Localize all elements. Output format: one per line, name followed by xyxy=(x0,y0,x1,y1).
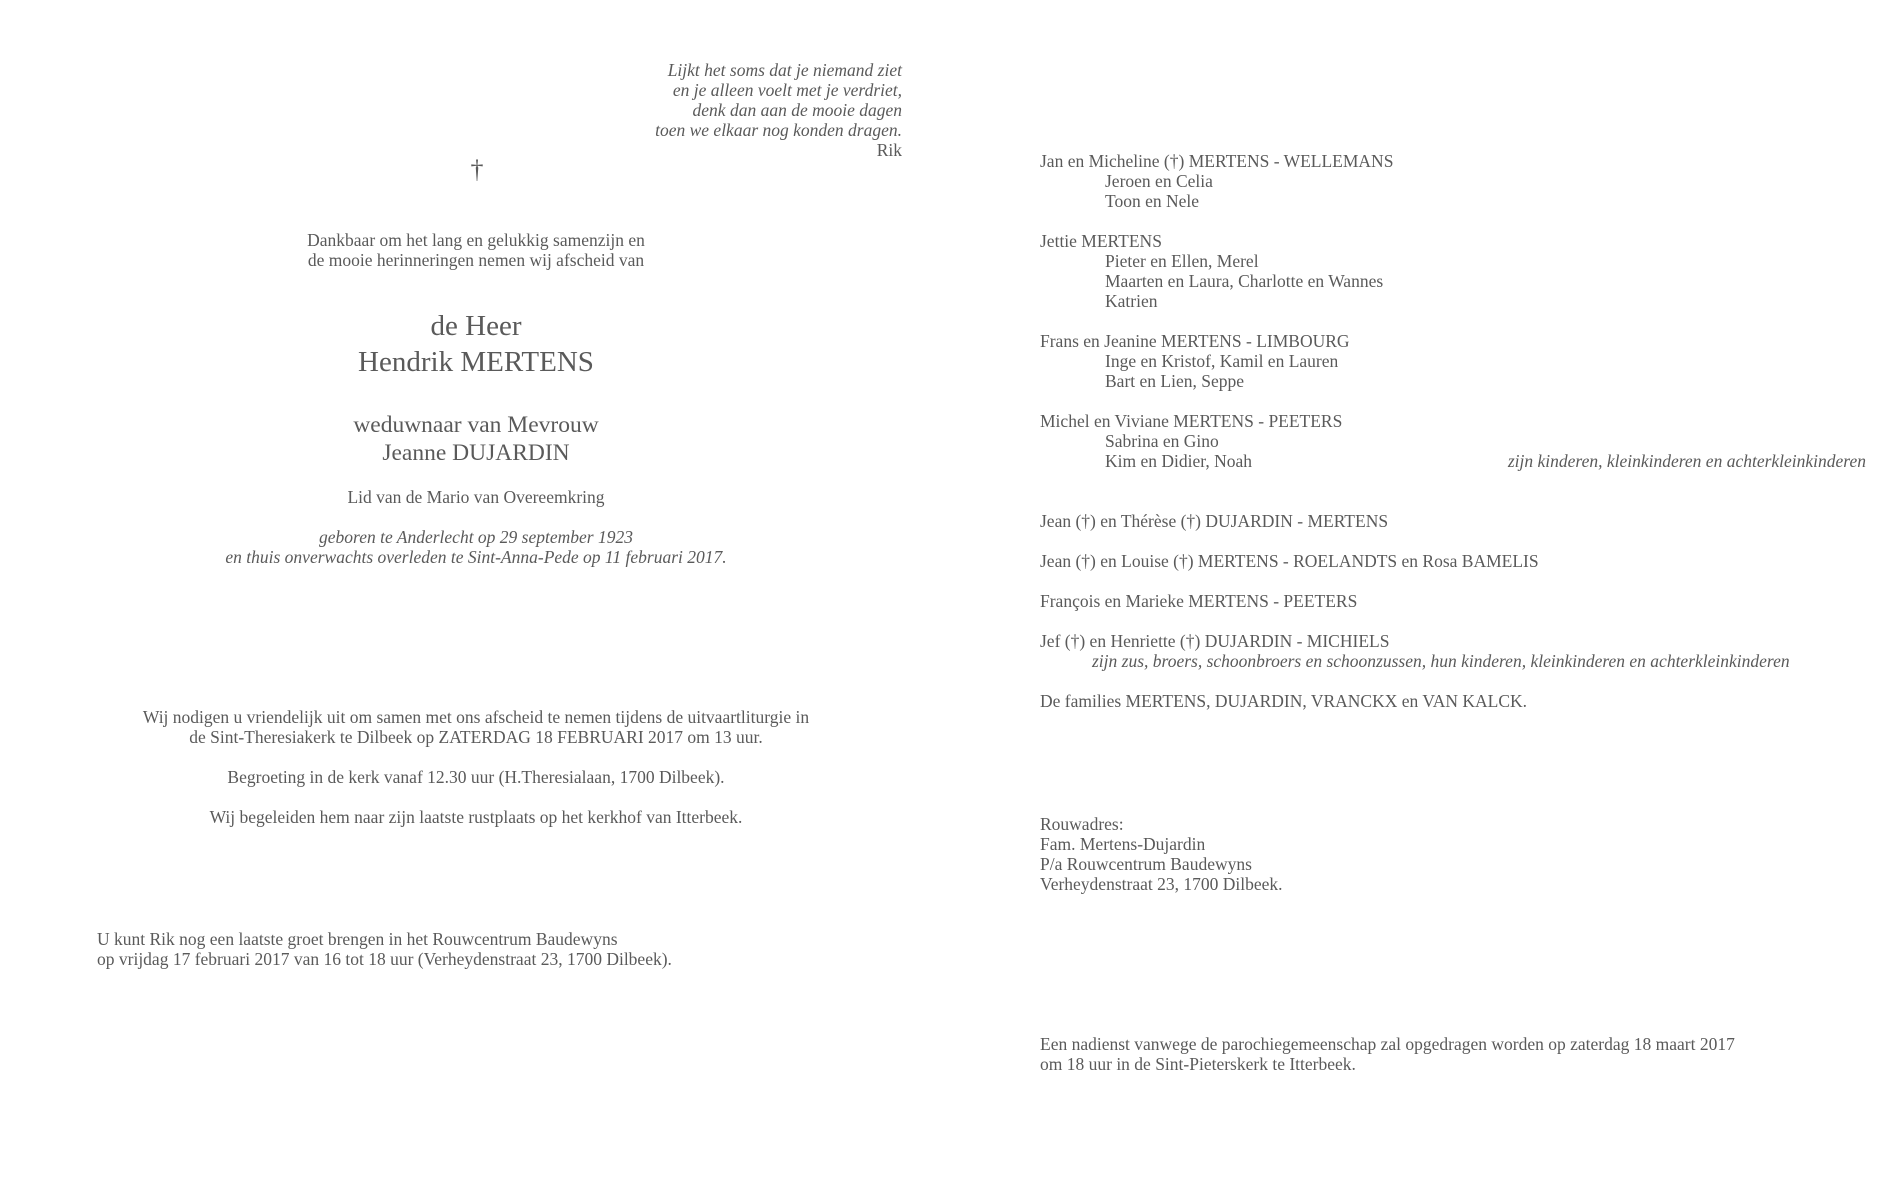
burial-line: Wij begeleiden hem naar zijn laatste rustplaats op het kerkhof van Itterbeek. xyxy=(209,807,743,827)
service-line: om 18 uur in de Sint-Pieterskerk te Itterbeek. xyxy=(1040,1054,1356,1074)
invitation xyxy=(76,707,876,827)
widow-line: weduwnaar van Mevrouw xyxy=(353,412,599,438)
address-line: Verheydenstraat 23, 1700 Dilbeek. xyxy=(1040,874,1283,894)
address-line: Fam. Mertens-Dujardin xyxy=(1040,834,1206,854)
invitation-line: Wij nodigen u vriendelijk uit om samen met ons afscheid te nemen tijdens de uitvaartliturgie in xyxy=(142,707,810,727)
sibling-line: Jean (†) en Louise (†) MERTENS - ROELANDTS en Rosa BAMELIS xyxy=(1040,551,1539,571)
families-line: De families MERTENS, DUJARDIN, VRANCKX en VAN KALCK. xyxy=(1040,691,1528,711)
mourning-address xyxy=(1040,814,1540,894)
poem-line: en je alleen voelt met je verdriet, xyxy=(672,80,902,100)
family-head: Jan en Micheline (†) MERTENS - WELLEMANS xyxy=(1040,151,1394,171)
honorific: de Heer xyxy=(430,310,522,342)
visit-line: U kunt Rik nog een laatste groet brengen in het Rouwcentrum Baudewyns xyxy=(97,929,618,949)
family-head: Frans en Jeanine MERTENS - LIMBOURG xyxy=(1040,331,1350,351)
memorial-service xyxy=(1040,1034,1840,1074)
born-line: geboren te Anderlecht op 29 september 1923 xyxy=(319,527,633,547)
family-head: Jettie MERTENS xyxy=(1040,231,1162,251)
deceased-name: Hendrik MERTENS xyxy=(358,346,594,378)
poem-line: Lijkt het soms dat je niemand ziet xyxy=(667,60,902,80)
family-member: Jeroen en Celia xyxy=(1105,171,1213,191)
family-group xyxy=(1040,231,1840,311)
intro-text xyxy=(176,230,776,270)
poem-author: Rik xyxy=(876,140,902,160)
visit-line: op vrijdag 17 februari 2017 van 16 tot 18 uur (Verheydenstraat 23, 1700 Dilbeek). xyxy=(97,949,672,969)
family-member: Toon en Nele xyxy=(1105,191,1200,211)
intro-line: Dankbaar om het lang en gelukkig samenzijn en xyxy=(307,230,645,250)
intro-line: de mooie herinneringen nemen wij afscheid van xyxy=(307,250,645,270)
spouse-name: Jeanne DUJARDIN xyxy=(382,440,570,466)
family-member: Katrien xyxy=(1105,291,1158,311)
widow-block xyxy=(176,411,776,467)
poem-line: toen we elkaar nog konden dragen. xyxy=(655,120,902,140)
membership: Lid van de Mario van Overeemkring xyxy=(347,487,605,507)
family-list xyxy=(1040,151,1866,711)
family-member: Kim en Didier, Noah xyxy=(1105,451,1253,471)
children-relation: zijn kinderen, kleinkinderen en achterkleinkinderen xyxy=(1507,451,1866,471)
visit-info xyxy=(97,929,897,969)
cross-icon: † xyxy=(470,155,484,184)
died-line: en thuis onverwachts overleden te Sint-Anna-Pede op 11 februari 2017. xyxy=(225,547,727,567)
family-member: Pieter en Ellen, Merel xyxy=(1105,251,1259,271)
poem-line: denk dan aan de mooie dagen xyxy=(692,100,902,120)
address-line: Rouwadres: xyxy=(1040,814,1124,834)
invitation-line: de Sint-Theresiakerk te Dilbeek op ZATERDAG 18 FEBRUARI 2017 om 13 uur. xyxy=(189,727,763,747)
sibling-line: François en Marieke MERTENS - PEETERS xyxy=(1040,591,1358,611)
family-group xyxy=(1040,151,1840,211)
sibling-line: Jean (†) en Thérèse (†) DUJARDIN - MERTENS xyxy=(1040,511,1389,531)
service-line: Een nadienst vanwege de parochiegemeenschap zal opgedragen worden op zaterdag 18 maart 2017 xyxy=(1040,1034,1735,1054)
family-group xyxy=(1040,331,1840,391)
family-group xyxy=(1040,411,1866,471)
greeting-line: Begroeting in de kerk vanaf 12.30 uur (H.Theresialaan, 1700 Dilbeek). xyxy=(227,767,725,787)
poem xyxy=(482,60,902,160)
family-member: Inge en Kristof, Kamil en Lauren xyxy=(1105,351,1339,371)
family-head: Michel en Viviane MERTENS - PEETERS xyxy=(1040,411,1343,431)
sibling-line: Jef (†) en Henriette (†) DUJARDIN - MICHIELS xyxy=(1040,631,1390,651)
birth-death-dates xyxy=(76,527,876,567)
family-member: Bart en Lien, Seppe xyxy=(1105,371,1244,391)
address-line: P/a Rouwcentrum Baudewyns xyxy=(1040,854,1252,874)
family-member: Sabrina en Gino xyxy=(1105,431,1219,451)
family-member: Maarten en Laura, Charlotte en Wannes xyxy=(1105,271,1384,291)
deceased-name-block xyxy=(176,308,776,380)
siblings-relation: zijn zus, broers, schoonbroers en schoonzussen, hun kinderen, kleinkinderen en achterkleinkinderen xyxy=(1092,651,1790,671)
